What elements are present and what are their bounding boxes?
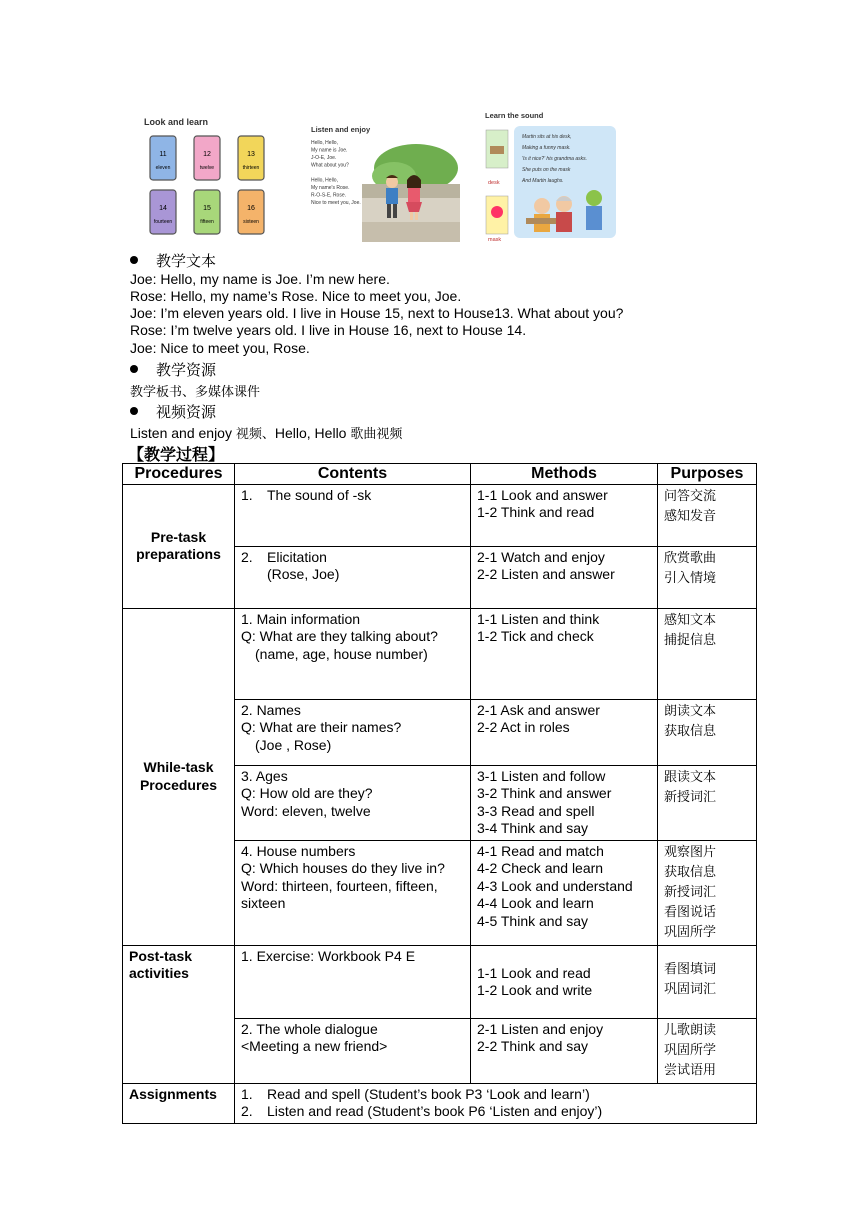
stage-assignments: Assignments bbox=[123, 1083, 235, 1123]
dialogue-line-2: Rose: Hello, my name’s Rose. Nice to meet you, Joe. bbox=[130, 288, 462, 304]
methods-cell: 1-1 Listen and think 1-2 Tick and check bbox=[471, 608, 658, 699]
song-line: My name's Rose. bbox=[311, 185, 350, 191]
methods-cell: 1-1 Look and read 1-2 Look and write bbox=[471, 945, 658, 1018]
song-line: What about you? bbox=[311, 162, 349, 169]
rhyme-line: 'Is it nice?' his grandma asks. bbox=[522, 156, 587, 162]
purposes-cell: 欣赏歌曲 引入情境 bbox=[658, 546, 757, 608]
purposes-cell: 朗读文本 获取信息 bbox=[658, 699, 757, 765]
bullet-icon bbox=[130, 256, 138, 264]
purposes-cell: 问答交流 感知发音 bbox=[658, 484, 757, 546]
methods-cell: 2-1 Ask and answer 2-2 Act in roles bbox=[471, 699, 658, 765]
bullet-icon bbox=[130, 407, 138, 415]
resources-text: 教学板书、多媒体课件 bbox=[130, 385, 261, 400]
rhyme-line: And Martin laughs. bbox=[522, 178, 564, 184]
methods-cell: 1-1 Look and answer 1-2 Think and read bbox=[471, 484, 658, 546]
card-number: 13 bbox=[247, 151, 255, 158]
number-card bbox=[150, 136, 176, 180]
stage-pre-task: Pre-task preparations bbox=[123, 484, 235, 608]
card-number: 11 bbox=[159, 151, 167, 158]
video-text: Listen and enjoy 视频、Hello, Hello 歌曲视频 bbox=[130, 425, 403, 442]
header-purposes: Purposes bbox=[658, 464, 757, 485]
learn-the-sound-image bbox=[482, 106, 620, 244]
song-line: R-O-S-E, Rose. bbox=[311, 192, 347, 199]
rhyme-line: Making a funny mask. bbox=[522, 145, 571, 151]
word-mask: mask bbox=[488, 237, 502, 243]
table-row: 2. Elicitation (Rose, Joe) bbox=[235, 546, 471, 608]
header-procedures: Procedures bbox=[123, 464, 235, 485]
rhyme-line: Martin sits at his desk, bbox=[522, 134, 572, 140]
card-word: sixteen bbox=[243, 219, 259, 225]
methods-cell: 2-1 Watch and enjoy 2-2 Listen and answer bbox=[471, 546, 658, 608]
card-word: fifteen bbox=[200, 219, 214, 225]
number-card bbox=[194, 136, 220, 180]
card-number: 14 bbox=[159, 205, 167, 212]
purposes-cell: 看图填词 巩固词汇 bbox=[658, 945, 757, 1018]
look-and-learn-title: Look and learn bbox=[144, 117, 209, 127]
header-methods: Methods bbox=[471, 464, 658, 485]
song-line: My name is Joe. bbox=[311, 147, 348, 154]
song-line: Nice to meet you, Joe. bbox=[311, 200, 361, 206]
dialogue-line-4: Rose: I’m twelve years old. I live in House 16, next to House 14. bbox=[130, 322, 527, 338]
card-number: 15 bbox=[203, 205, 211, 212]
song-line: J-O-E, Joe. bbox=[311, 155, 337, 161]
listen-and-enjoy-title: Listen and enjoy bbox=[311, 125, 371, 134]
card-word: twelve bbox=[199, 165, 215, 171]
word-desk: desk bbox=[488, 180, 500, 186]
heading-teaching-text: 教学文本 bbox=[130, 250, 216, 271]
card-number: 12 bbox=[203, 151, 211, 158]
number-card bbox=[238, 136, 264, 180]
dialogue-line-3: Joe: I’m eleven years old. I live in House 15, next to House13. What about you? bbox=[130, 305, 624, 321]
stage-post-task: Post-task activities bbox=[123, 945, 235, 1083]
bullet-icon bbox=[130, 365, 138, 373]
purposes-cell: 观察图片 获取信息 新授词汇 看图说话 巩固所学 bbox=[658, 840, 757, 945]
listen-and-enjoy-image bbox=[306, 118, 460, 242]
methods-cell: 3-1 Listen and follow 3-2 Think and answer 3-3 Read and spell 3-4 Think and say bbox=[471, 765, 658, 840]
card-number: 16 bbox=[247, 205, 255, 212]
stage-while-task: While-task Procedures bbox=[123, 608, 235, 945]
heading-video-resources: 视频资源 bbox=[130, 401, 216, 422]
table-row: 2. Names Q: What are their names? (Joe , Rose) bbox=[235, 699, 471, 765]
purposes-cell: 跟读文本 新授词汇 bbox=[658, 765, 757, 840]
methods-cell: 4-1 Read and match 4-2 Check and learn 4-3 Look and understand 4-4 Look and learn 4-5 Think and say bbox=[471, 840, 658, 945]
procedures-table bbox=[122, 463, 757, 1124]
assignments-cell: 1. Read and spell (Student’s book P3 ‘Look and learn’) 2. Listen and read (Student’s book P6 ‘Listen and enjoy’) bbox=[235, 1083, 757, 1123]
rhyme-line: She puts on the mask bbox=[522, 167, 571, 173]
table-row: 1. Exercise: Workbook P4 E bbox=[235, 945, 471, 1018]
dialogue-line-5: Joe: Nice to meet you, Rose. bbox=[130, 340, 310, 356]
methods-cell: 2-1 Listen and enjoy 2-2 Think and say bbox=[471, 1018, 658, 1083]
table-row: 4. House numbers Q: Which houses do they live in? Word: thirteen, fourteen, fifteen, sixteen bbox=[235, 840, 471, 945]
song-line: Hello, Hello, bbox=[311, 177, 338, 184]
header-contents: Contents bbox=[235, 464, 471, 485]
purposes-cell: 儿歌朗读 巩固所学 尝试语用 bbox=[658, 1018, 757, 1083]
number-card bbox=[194, 190, 220, 234]
look-and-learn-image bbox=[138, 108, 272, 242]
table-row: 3. Ages Q: How old are they? Word: eleven, twelve bbox=[235, 765, 471, 840]
table-row: 1. Main information Q: What are they talking about? (name, age, house number) bbox=[235, 608, 471, 699]
card-word: thirteen bbox=[242, 165, 260, 171]
number-card bbox=[238, 190, 264, 234]
heading-teaching-process: 【教学过程】 bbox=[128, 445, 225, 464]
table-row: 1. The sound of -sk bbox=[235, 484, 471, 546]
heading-teaching-resources: 教学资源 bbox=[130, 359, 216, 380]
purposes-cell: 感知文本 捕捉信息 bbox=[658, 608, 757, 699]
card-word: fourteen bbox=[153, 219, 173, 225]
number-card bbox=[150, 190, 176, 234]
dialogue-line-1: Joe: Hello, my name is Joe. I’m new here. bbox=[130, 271, 390, 287]
learn-the-sound-title: Learn the sound bbox=[485, 111, 544, 120]
card-word: eleven bbox=[155, 165, 171, 171]
table-row: 2. The whole dialogue <Meeting a new friend> bbox=[235, 1018, 471, 1083]
song-line: Hello, Hello, bbox=[311, 140, 338, 146]
